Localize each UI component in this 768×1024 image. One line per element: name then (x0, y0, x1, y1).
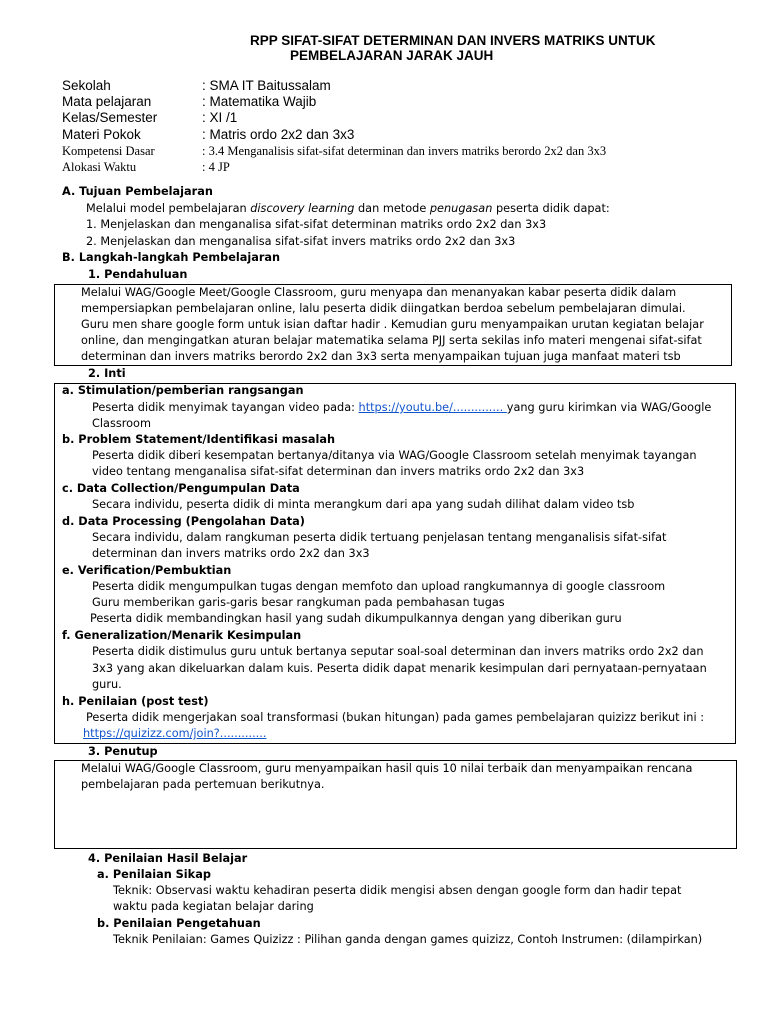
penutup-line: Melalui WAG/Google Classroom, guru menyampaikan hasil quis 10 nilai terbaik dan menyampaikan rencana (81, 762, 693, 775)
inti-b-line: video tentang menganalisa sifat-sifat determinan dan invers matriks ordo 2x2 dan 3x3 (92, 465, 585, 478)
penilaian-sikap-heading: a. Penilaian Sikap (97, 868, 211, 881)
penilaian-pengetahuan-heading: b. Penilaian Pengetahuan (97, 917, 261, 930)
inti-f-line: Peserta didik distimulus guru untuk bertanya seputar soal-soal determinan dan invers matriks ordo 2x2 dan (92, 645, 704, 658)
identity-row: Mata pelajaran : Matematika Wajib (62, 94, 317, 110)
penilaian-pengetahuan-line: Teknik Penilaian: Games Quizizz : Pilihan ganda dengan games quizizz, Contoh Instrumen: (dilampirkan) (113, 933, 703, 946)
inti-c-line: Secara individu, peserta didik di minta merangkum dari apa yang sudah dilihat dalam video tsb (92, 498, 635, 511)
inti-a-line: Peserta didik menyimak tayangan video pada: https://youtu.be/.............. yang guru kirimkan via WAG/Google (92, 401, 712, 414)
identity-row: Kelas/Semester : XI /1 (62, 110, 238, 126)
inti-heading: 2. Inti (88, 367, 126, 380)
pendahuluan-line: Melalui WAG/Google Meet/Google Classroom, guru menyapa dan menanyakan kabar peserta didik dalam (81, 286, 677, 299)
penilaian-heading: 4. Penilaian Hasil Belajar (88, 852, 248, 865)
inti-b-heading: b. Problem Statement/Identifikasi masalah (62, 433, 336, 446)
identity-row: Materi Pokok : Matris ordo 2x2 dan 3x3 (62, 126, 355, 142)
inti-a-heading: a. Stimulation/pemberian rangsangan (62, 384, 304, 397)
identity-block (62, 78, 606, 175)
pendahuluan-line: determinan dan invers matriks berordo 2x2 dan 3x3 serta menyampaikan tujuan juga manfaat materi tsb (81, 350, 681, 363)
section-a-intro: Melalui model pembelajaran discovery learning dan metode penugasan peserta didik dapat: (86, 202, 610, 215)
inti-c-heading: c. Data Collection/Pengumpulan Data (62, 482, 300, 495)
identity-row: Sekolah : SMA IT Baitussalam (62, 78, 331, 93)
inti-d-line: determinan dan invers matriks ordo 2x2 dan 3x3 (92, 547, 370, 560)
title-line-2: PEMBELAJARAN JARAK JAUH (290, 48, 494, 63)
inti-f-heading: f. Generalization/Menarik Kesimpulan (62, 629, 302, 642)
identity-row: Alokasi Waktu : 4 JP (62, 159, 230, 174)
section-b-heading: B. Langkah-langkah Pembelajaran (62, 251, 281, 264)
inti-f-line: 3x3 yang akan dikeluarkan dalam kuis. Peserta didik dapat menarik kesimpulan dari pernyataan-pernyataan (92, 662, 707, 675)
penutup-line: pembelajaran pada pertemuan berikutnya. (81, 778, 325, 791)
document-title (0, 33, 768, 63)
inti-b-line: Peserta didik diberi kesempatan bertanya/ditanya via WAG/Google Classroom setelah menyimak tayangan (92, 449, 697, 462)
pendahuluan-line: mempersiapkan pembelajaran online, lalu peserta didik diingatkan berdoa sebelum pembelajaran dimulai. (81, 302, 686, 315)
title-line-1: RPP SIFAT-SIFAT DETERMINAN DAN INVERS MATRIKS UNTUK (250, 33, 656, 48)
inti-d-heading: d. Data Processing (Pengolahan Data) (62, 515, 305, 528)
section-a-heading: A. Tujuan Pembelajaran (62, 185, 213, 198)
inti-a-line: Classroom (92, 417, 151, 430)
inti-e-heading: e. Verification/Pembuktian (62, 564, 232, 577)
quizizz-link[interactable]: https://quizizz.com/join?............. (83, 727, 267, 740)
inti-h-line: Peserta didik mengerjakan soal transformasi (bukan hitungan) pada games pembelajaran quizizz berikut ini : (86, 711, 705, 724)
inti-e-line: Peserta didik membandingkan hasil yang sudah dikumpulkannya dengan yang diberikan guru (90, 612, 622, 625)
inti-e-line: Guru memberikan garis-garis besar rangkuman pada pembahasan tugas (92, 596, 505, 609)
pendahuluan-line: Guru men share google form untuk isian daftar hadir . Kemudian guru menyampaikan urutan kegiatan belajar (81, 318, 704, 331)
section-a-item: 2. Menjelaskan dan menganalisa sifat-sifat invers matriks ordo 2x2 dan 3x3 (86, 235, 516, 248)
penilaian-sikap-line: Teknik: Observasi waktu kehadiran peserta didik mengisi absen dengan google form dan hadir tepat (113, 884, 682, 897)
pendahuluan-line: online, dan mengingatkan aturan belajar matematika selama PJJ serta sekilas info materi mengenai sifat-sifat (81, 334, 702, 347)
penutup-heading: 3. Penutup (88, 745, 158, 758)
inti-e-line: Peserta didik mengumpulkan tugas dengan memfoto dan upload rangkumannya di google classroom (92, 580, 666, 593)
youtube-link[interactable]: https://youtu.be/.............. (358, 401, 507, 414)
inti-d-line: Secara individu, dalam rangkuman peserta didik tertuang penjelasan tentang menganalisis sifat-sifat (92, 531, 667, 544)
identity-row: Kompetensi Dasar : 3.4 Menganalisis sifat-sifat determinan dan invers matriks berordo 2x2 dan 3x3 (62, 143, 607, 158)
inti-f-line: guru. (92, 678, 122, 691)
inti-h-heading: h. Penilaian (post test) (62, 695, 209, 708)
penilaian-sikap-line: waktu pada kegiatan belajar daring (113, 900, 314, 913)
pendahuluan-heading: 1. Pendahuluan (88, 268, 188, 281)
section-a-item: 1. Menjelaskan dan menganalisa sifat-sifat determinan matriks ordo 2x2 dan 3x3 (86, 218, 547, 231)
